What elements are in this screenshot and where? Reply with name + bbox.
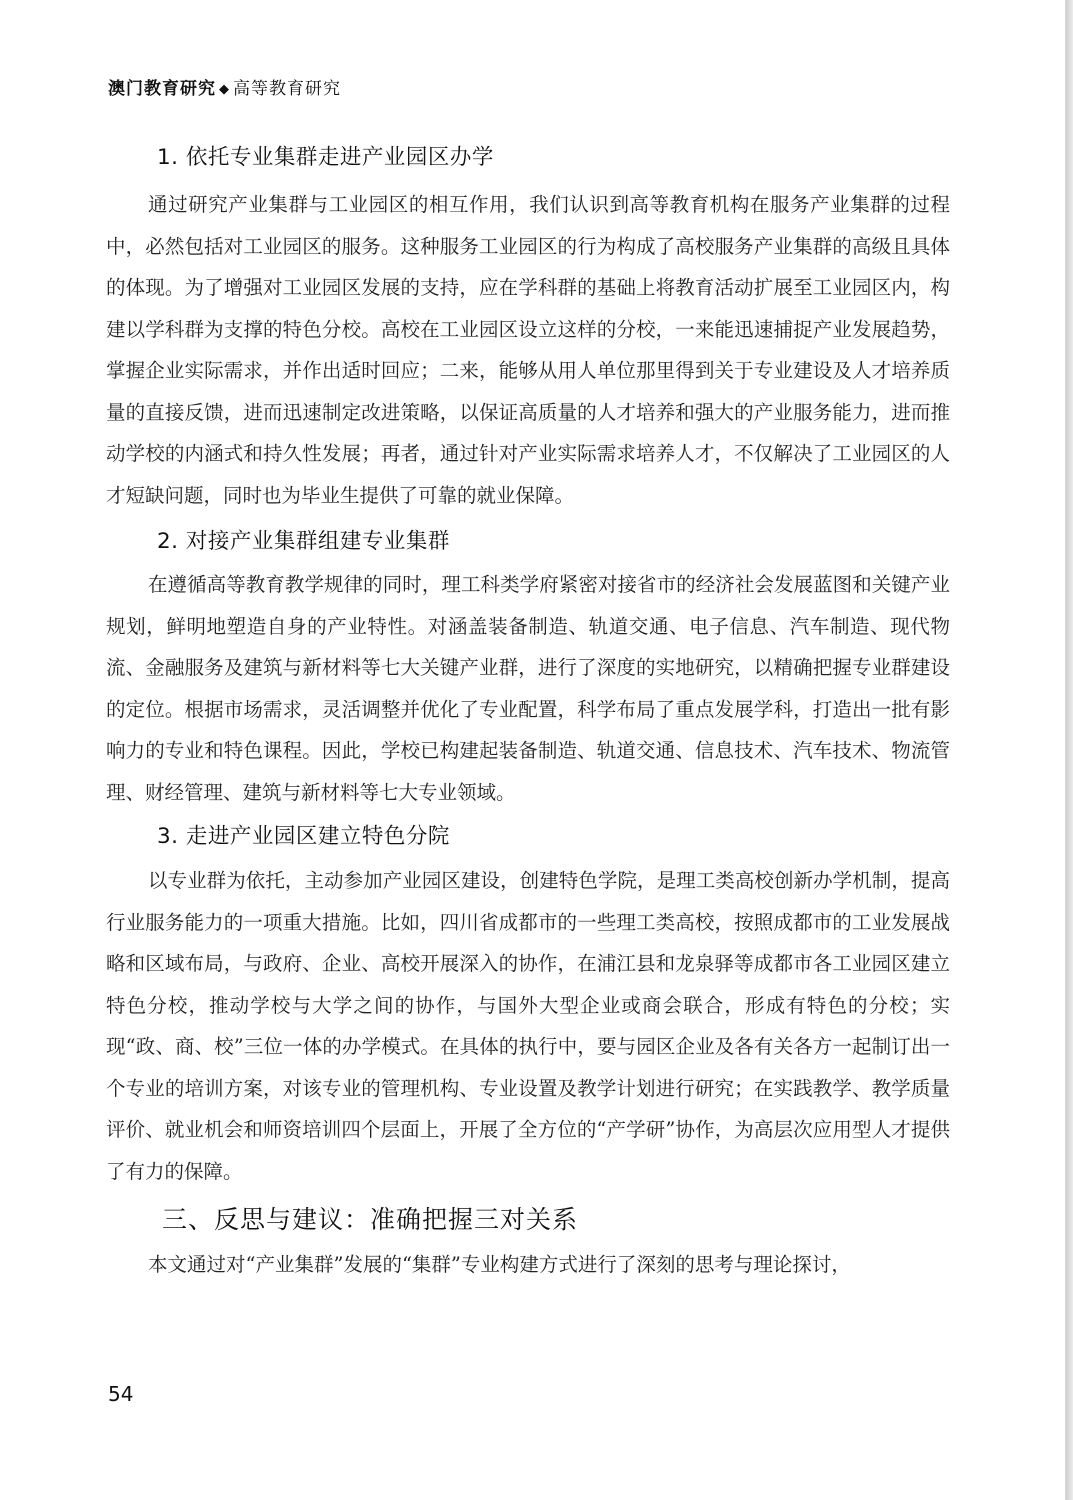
journal-name: 澳门教育研究 [108, 79, 216, 99]
diamond-separator-icon: ◆ [219, 82, 230, 97]
running-head [108, 74, 341, 99]
section-paragraph-3: 以专业群为依托，主动参加产业园区建设，创建特色学院，是理工类高校创新办学机制，提高行业服务能力的一项重大措施。比如，四川省成都市的一些理工类高校，按照成都市的工业发展战略和区域布局，与政府、企业、高校开展深入的协作，在浦江县和龙泉驿等成都市各工业园区建立特色分校，推动学校与大学之间的协作，与国外大型企业或商会联合，形成有特色的分校；实现“政、商、校”三位一体的办学模式。在具体的执行中，要与园区企业及各有关各方一起制订出一个专业的培训方案，对该专业的管理机构、专业设置及教学计划进行研究；在实践教学、教学质量评价、就业机会和师资培训四个层面上，开展了全方位的“产学研”协作，为高层次应用型人才提供了有力的保障。 [106, 869, 950, 1183]
major-section-heading: 三、反思与建议：准确把握三对关系 [162, 1205, 579, 1234]
section-heading-1: 1. 依托专业集群走进产业园区办学 [157, 145, 494, 170]
page-edge-shadow [1066, 0, 1073, 1500]
body-text [106, 138, 950, 1286]
page-number: 54 [108, 1382, 134, 1406]
major-section-paragraph: 本文通过对“产业集群”发展的“集群”专业构建方式进行了深刻的思考与理论探讨， [148, 1253, 851, 1276]
column-name: 高等教育研究 [233, 79, 341, 99]
section-paragraph-1: 通过研究产业集群与工业园区的相互作用，我们认识到高等教育机构在服务产业集群的过程中，必然包括对工业园区的服务。这种服务工业园区的行为构成了高校服务产业集群的高级且具体的体现。为了增强对工业园区发展的支持，应在学科群的基础上将教育活动扩展至工业园区内，构建以学科群为支撑的特色分校。高校在工业园区设立这样的分校，一来能迅速捕捉产业发展趋势，掌握企业实际需求，并作出适时回应；二来，能够从用人单位那里得到关于专业建设及人才培养质量的直接反馈，进而迅速制定改进策略，以保证高质量的人才培养和强大的产业服务能力，进而推动学校的内涵式和持久性发展；再者，通过针对产业实际需求培养人才，不仅解决了工业园区的人才短缺问题，同时也为毕业生提供了可靠的就业保障。 [106, 193, 950, 507]
section-heading-3: 3. 走进产业园区建立特色分院 [157, 824, 450, 849]
section-heading-2: 2. 对接产业集群组建专业集群 [157, 529, 450, 554]
section-paragraph-2: 在遵循高等教育教学规律的同时，理工科类学府紧密对接省市的经济社会发展蓝图和关键产业规划，鲜明地塑造自身的产业特性。对涵盖装备制造、轨道交通、电子信息、汽车制造、现代物流、金融服务及建筑与新材料等七大关键产业群，进行了深度的实地研究，以精确把握专业群建设的定位。根据市场需求，灵活调整并优化了专业配置，科学布局了重点发展学科，打造出一批有影响力的专业和特色课程。因此，学校已构建起装备制造、轨道交通、信息技术、汽车技术、物流管理、财经管理、建筑与新材料等七大专业领域。 [106, 573, 950, 804]
